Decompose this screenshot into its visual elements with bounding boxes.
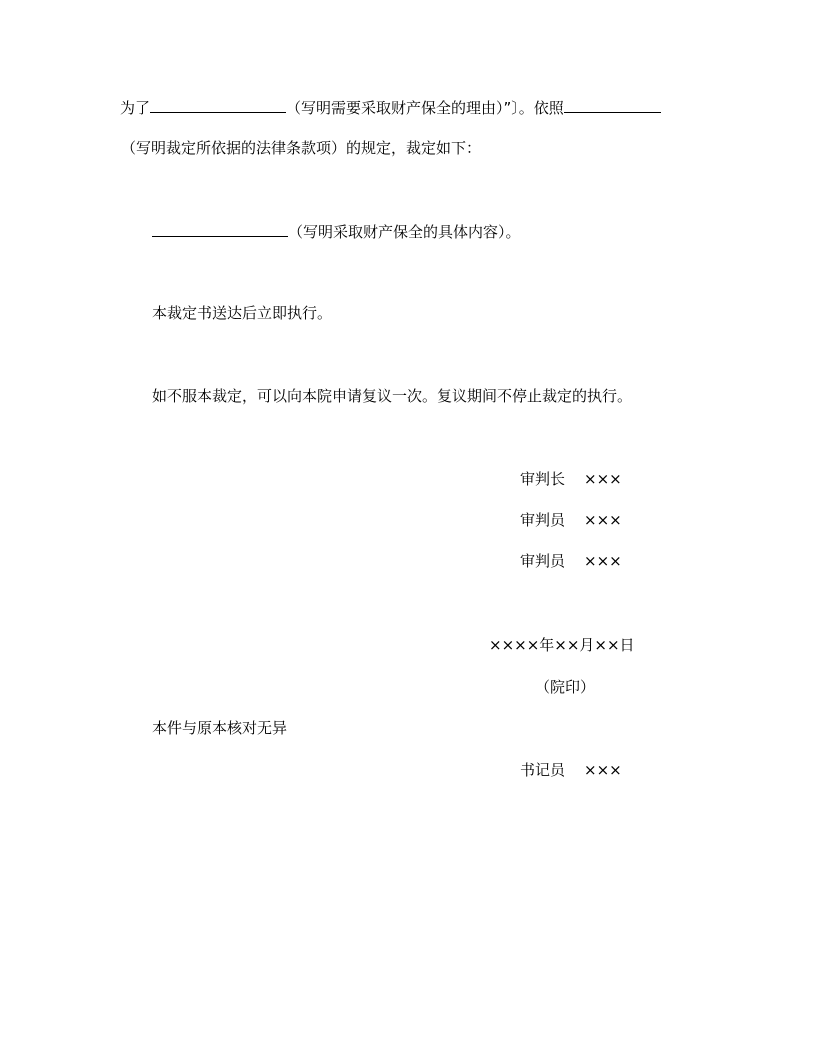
decision-date xyxy=(489,635,635,655)
signature-judge-1 xyxy=(520,510,622,530)
ruling-blank xyxy=(152,220,288,237)
court-seal xyxy=(535,677,595,697)
reason-note: （写明需要采取财产保全的理由）”〕。依照 xyxy=(286,99,564,117)
signature-title: 审判长 xyxy=(520,470,566,488)
execution-text: 本裁定书送达后立即执行。 xyxy=(152,304,333,322)
law-note: （写明裁定所依据的法律条款项）的规定，裁定如下： xyxy=(121,139,482,157)
signature-name: ××× xyxy=(584,511,622,529)
seal-text: （院印） xyxy=(535,678,596,696)
signature-title: 审判员 xyxy=(520,511,566,529)
date-text: ××××年××月××日 xyxy=(489,636,635,654)
signature-judge-2 xyxy=(520,551,622,571)
ruling-content-line xyxy=(152,220,521,242)
paragraph-reason-line xyxy=(120,96,661,118)
ruling-note: （写明采取财产保全的具体内容）。 xyxy=(288,223,521,241)
signature-presiding-judge xyxy=(520,469,622,489)
signature-name: ××× xyxy=(584,470,622,488)
execution-paragraph xyxy=(152,303,332,323)
appeal-paragraph xyxy=(152,386,632,406)
appeal-text: 如不服本裁定，可以向本院申请复议一次。复议期间不停止裁定的执行。 xyxy=(152,387,633,405)
clerk-title: 书记员 xyxy=(520,761,566,779)
signature-title: 审判员 xyxy=(520,552,566,570)
verification-text: 本件与原本核对无异 xyxy=(152,719,288,737)
reason-blank xyxy=(150,96,286,113)
law-blank xyxy=(564,96,661,113)
clerk-name: ××× xyxy=(584,761,622,779)
reason-prefix: 为了 xyxy=(120,99,151,117)
paragraph-law-line xyxy=(121,138,481,158)
signature-name: ××× xyxy=(584,552,622,570)
verification-note xyxy=(152,718,287,738)
signature-clerk xyxy=(520,760,622,780)
